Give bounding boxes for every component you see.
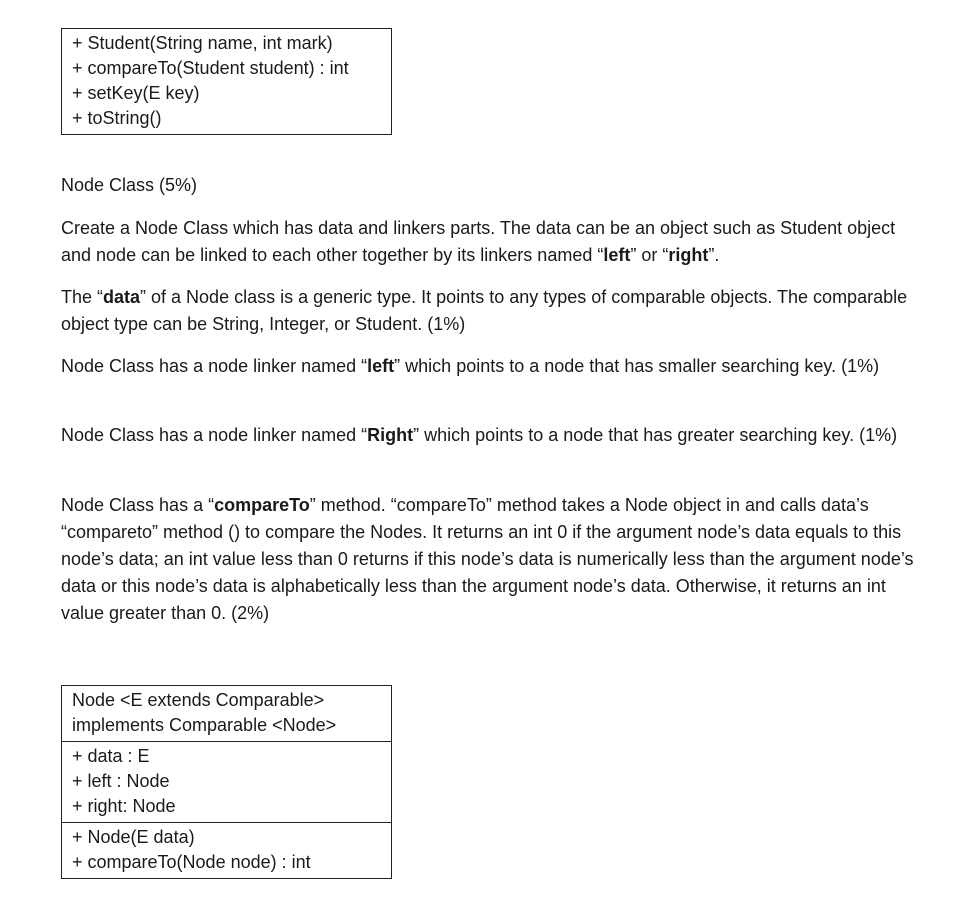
text: ” or “ — [630, 245, 669, 265]
node-class-header — [62, 686, 391, 741]
text: Node Class has a node linker named “ — [61, 425, 368, 445]
text: The “ — [61, 287, 104, 307]
uml-class-implements: implements Comparable <Node> — [72, 715, 337, 735]
text: ”. — [708, 245, 720, 265]
uml-field: + data : E — [72, 746, 150, 766]
text: Node Class has a node linker named “ — [61, 356, 368, 376]
bold-term: left — [367, 356, 395, 376]
section-heading: Node Class (5%) — [61, 175, 198, 195]
text: ” which points to a node that has smaller searching key. (1%) — [394, 356, 880, 376]
bold-term: left — [603, 245, 631, 265]
uml-method: + setKey(E key) — [72, 83, 200, 103]
text: ” of a Node class is a generic type. It points to any types of comparable objects. The comparable object type can be String, Integer, or Student. (1%) — [61, 287, 908, 334]
node-uml-box — [61, 685, 392, 879]
bold-term: right — [668, 245, 709, 265]
uml-method: + toString() — [72, 108, 162, 128]
paragraph-compareto — [61, 492, 921, 627]
node-methods-section — [62, 822, 391, 878]
uml-field: + right: Node — [72, 796, 176, 816]
node-fields-section — [62, 741, 391, 822]
paragraph-data — [61, 284, 921, 338]
bold-term: Right — [367, 425, 414, 445]
uml-method: + compareTo(Node node) : int — [72, 852, 311, 872]
text: Create a Node Class which has data and linkers parts. The data can be an object such as Student object and node can be linked to each other together by its linkers named “ — [61, 218, 896, 265]
text: Node Class has a “ — [61, 495, 215, 515]
uml-field: + left : Node — [72, 771, 170, 791]
paragraph-right-linker — [61, 422, 921, 449]
text: ” method. “compareTo” method takes a Node object in and calls data’s “compareto” method () to compare the Nodes. It returns an int 0 if the argument node’s data equals to this node’s data; an int value less than 0 returns if this node’s data is numerically less than the argument node’s data or this node’s data is alphabetically less than the argument node’s data. Otherwise, it returns an int value greater than 0. (2%) — [61, 495, 914, 623]
uml-method: + compareTo(Student student) : int — [72, 58, 349, 78]
bold-term: data — [103, 287, 141, 307]
uml-method: + Student(String name, int mark) — [72, 33, 333, 53]
paragraph-left-linker — [61, 353, 921, 380]
uml-class-name: Node <E extends Comparable> — [72, 690, 325, 710]
text: ” which points to a node that has greater searching key. (1%) — [413, 425, 898, 445]
student-methods-section — [62, 29, 391, 134]
bold-term: compareTo — [214, 495, 310, 515]
uml-method: + Node(E data) — [72, 827, 195, 847]
student-uml-methods-box — [61, 28, 392, 135]
paragraph-node-intro — [61, 215, 921, 269]
